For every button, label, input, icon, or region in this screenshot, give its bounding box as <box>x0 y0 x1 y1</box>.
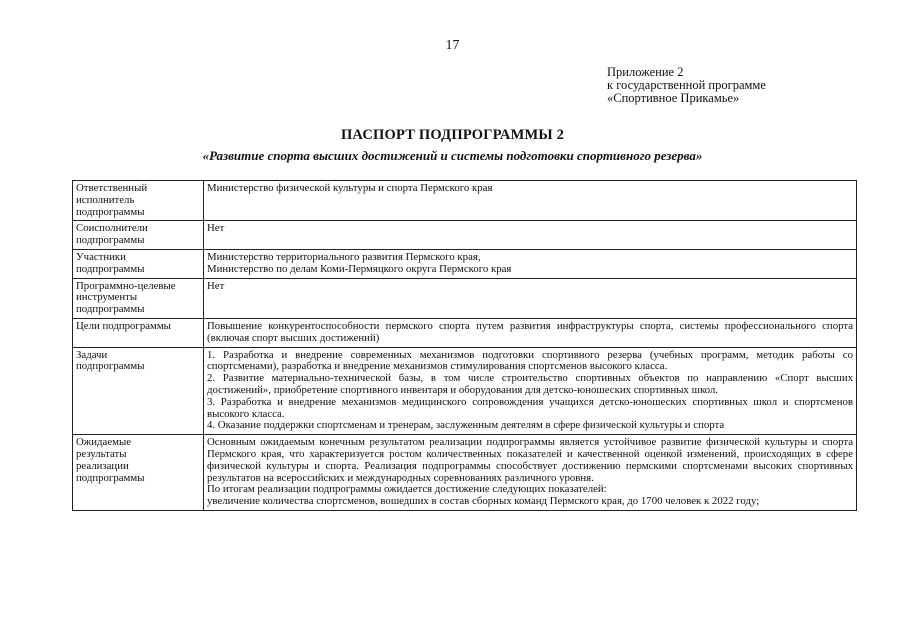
passport-row <box>73 435 857 511</box>
row-value-paragraph: Министерство физической культуры и спорта Пермского края <box>207 182 493 194</box>
document-subtitle: «Развитие спорта высших достижений и системы подготовки спортивного резерва» <box>202 148 703 163</box>
row-value <box>204 278 857 318</box>
row-label-line: результаты <box>76 447 127 460</box>
row-label-line: инструменты <box>76 291 138 304</box>
row-value-paragraph: 3. Разработка и внедрение механизмов медицинского сопровождения учащихся детско-юношеских спортивных школ и спортсменов высокого класса. <box>207 395 853 420</box>
row-label-line: Участники <box>76 250 126 263</box>
row-value-paragraph: Министерство территориального развития Пермского края, <box>207 250 481 263</box>
row-value-paragraph: Нет <box>207 222 225 235</box>
row-value-paragraph: По итогам реализации подпрограммы ожидается достижение следующих показателей: <box>207 483 607 496</box>
passport-row <box>73 249 857 278</box>
appendix-line: Приложение 2 <box>607 65 684 79</box>
row-label-line: подпрограммы <box>76 205 145 218</box>
row-label <box>73 221 204 250</box>
passport-row <box>73 318 857 347</box>
row-label-line: исполнитель <box>76 193 135 206</box>
row-label <box>73 249 204 278</box>
row-label <box>73 278 204 318</box>
row-label-line: подпрограммы <box>76 471 145 484</box>
row-label-line: Программно-целевые <box>76 279 176 292</box>
passport-table <box>72 180 857 511</box>
appendix-note <box>607 66 766 105</box>
appendix-line: «Спортивное Прикамье» <box>607 91 740 105</box>
row-value-paragraph: Нет <box>207 279 225 292</box>
appendix-line: к государственной программе <box>607 78 766 92</box>
row-value <box>204 249 857 278</box>
passport-row <box>73 347 857 435</box>
row-value <box>204 318 857 347</box>
row-label-line: подпрограммы <box>76 303 145 316</box>
row-value-paragraph: 1. Разработка и внедрение современных механизмов подготовки спортивного резерва (учебных программ, методик работы со спортсменами), разработка и внедрение механизмов стимулирования спортсменов высокого класса. <box>207 348 853 373</box>
document-title: ПАСПОРТ ПОДПРОГРАММЫ 2 <box>340 127 565 143</box>
row-label-line: Задачи <box>76 348 108 361</box>
page-number: 17 <box>445 38 460 53</box>
row-label-line: подпрограммы <box>76 234 145 247</box>
row-value-paragraph: Основным ожидаемым конечным результатом реализации подпрограммы является устойчивое развитие физической культуры и спорта Пермского края, что характеризуется ростом количественных показателей и качественной оценкой изменений, происходящих в сфере физической культуры и спорта. Реализация подпрограммы способствует достижению пермскими спортсменами высоких спортивных результатов на всероссийских и международных соревнованиях различного уровня. <box>207 436 853 484</box>
row-value-paragraph: 4. Оказание поддержки спортсменам и тренерам, заслуженным деятелям в сфере физической культуры и спорта <box>207 419 725 432</box>
row-label-line: Соисполнители <box>76 222 148 235</box>
row-value <box>204 435 857 511</box>
passport-row <box>73 278 857 318</box>
row-label <box>73 347 204 435</box>
row-label <box>73 318 204 347</box>
row-label-line: реализации <box>76 459 129 472</box>
row-label-line: Ожидаемые <box>76 436 131 449</box>
passport-row <box>73 221 857 250</box>
row-value-paragraph: Повышение конкурентоспособности пермского спорта путем развития инфраструктуры спорта, системы профессионального спорта (включая спорт высших достижений) <box>207 319 853 344</box>
row-label <box>73 181 204 221</box>
row-label-line: подпрограммы <box>76 262 145 275</box>
row-value <box>204 347 857 435</box>
row-value-paragraph: Министерство по делам Коми-Пермяцкого округа Пермского края <box>207 262 512 275</box>
row-label-line: Цели подпрограммы <box>76 319 171 332</box>
row-label-line: подпрограммы <box>76 360 145 373</box>
row-value <box>204 181 857 221</box>
passport-row <box>73 181 857 221</box>
row-label-line: Ответственный <box>76 182 148 194</box>
row-value <box>204 221 857 250</box>
row-label <box>73 435 204 511</box>
row-value-paragraph: увеличение количества спортсменов, вошедших в состав сборных команд Пермского края, до 1700 человек к 2022 году; <box>207 495 760 508</box>
row-value-paragraph: 2. Развитие материально-технической базы, в том числе строительство спортивных объектов по направлению «Спорт высших достижений», приобретение спортивного инвентаря и оборудования для детско-юношеских спортивных школ. <box>207 372 853 396</box>
